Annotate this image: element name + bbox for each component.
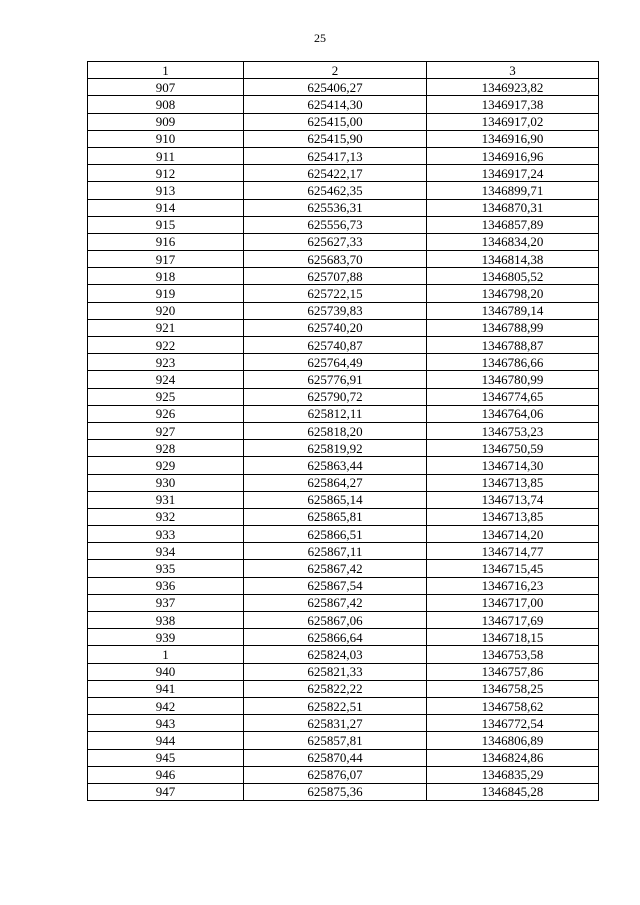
x-coordinate-cell: 625707,88: [244, 268, 427, 285]
x-coordinate-cell: 625863,44: [244, 457, 427, 474]
x-coordinate-cell: 625790,72: [244, 388, 427, 405]
x-coordinate-cell: 625867,54: [244, 577, 427, 594]
y-coordinate-cell: 1346718,15: [427, 629, 599, 646]
x-coordinate-cell: 625867,42: [244, 594, 427, 611]
point-number-cell: 929: [88, 457, 244, 474]
table-row: [88, 457, 599, 474]
x-coordinate-cell: 625722,15: [244, 285, 427, 302]
point-number-cell: 941: [88, 680, 244, 697]
y-coordinate-cell: 1346716,23: [427, 577, 599, 594]
y-coordinate-cell: 1346824,86: [427, 749, 599, 766]
x-coordinate-cell: 625867,06: [244, 612, 427, 629]
x-coordinate-cell: 625422,17: [244, 165, 427, 182]
y-coordinate-cell: 1346757,86: [427, 663, 599, 680]
table-row: [88, 79, 599, 96]
x-coordinate-cell: 625776,91: [244, 371, 427, 388]
x-coordinate-cell: 625876,07: [244, 766, 427, 783]
table-row: [88, 508, 599, 525]
point-number-cell: 940: [88, 663, 244, 680]
y-coordinate-cell: 1346764,06: [427, 405, 599, 422]
column-header-2: 2: [244, 62, 427, 79]
point-number-cell: 939: [88, 629, 244, 646]
point-number-cell: 923: [88, 354, 244, 371]
y-coordinate-cell: 1346917,38: [427, 96, 599, 113]
coordinates-table: [87, 61, 599, 801]
y-coordinate-cell: 1346917,24: [427, 165, 599, 182]
x-coordinate-cell: 625536,31: [244, 199, 427, 216]
point-number-cell: 917: [88, 251, 244, 268]
x-coordinate-cell: 625831,27: [244, 715, 427, 732]
x-coordinate-cell: 625740,87: [244, 337, 427, 354]
x-coordinate-cell: 625866,51: [244, 526, 427, 543]
table-row: [88, 251, 599, 268]
point-number-cell: 944: [88, 732, 244, 749]
table-row: [88, 182, 599, 199]
table-row: [88, 646, 599, 663]
point-number-cell: 914: [88, 199, 244, 216]
x-coordinate-cell: 625627,33: [244, 233, 427, 250]
table-row: [88, 491, 599, 508]
y-coordinate-cell: 1346917,02: [427, 113, 599, 130]
x-coordinate-cell: 625415,90: [244, 130, 427, 147]
y-coordinate-cell: 1346717,00: [427, 594, 599, 611]
table-header-row: [88, 62, 599, 79]
point-number-cell: 912: [88, 165, 244, 182]
x-coordinate-cell: 625866,64: [244, 629, 427, 646]
x-coordinate-cell: 625875,36: [244, 783, 427, 800]
x-coordinate-cell: 625857,81: [244, 732, 427, 749]
page-number: 25: [314, 31, 326, 45]
table-row: [88, 749, 599, 766]
point-number-cell: 930: [88, 474, 244, 491]
point-number-cell: 908: [88, 96, 244, 113]
table-row: [88, 440, 599, 457]
y-coordinate-cell: 1346916,90: [427, 130, 599, 147]
y-coordinate-cell: 1346788,99: [427, 319, 599, 336]
x-coordinate-cell: 625822,22: [244, 680, 427, 697]
x-coordinate-cell: 625406,27: [244, 79, 427, 96]
table-row: [88, 319, 599, 336]
y-coordinate-cell: 1346717,69: [427, 612, 599, 629]
point-number-cell: 946: [88, 766, 244, 783]
x-coordinate-cell: 625870,44: [244, 749, 427, 766]
point-number-cell: 921: [88, 319, 244, 336]
y-coordinate-cell: 1346916,96: [427, 147, 599, 164]
table-row: [88, 577, 599, 594]
x-coordinate-cell: 625683,70: [244, 251, 427, 268]
table-row: [88, 96, 599, 113]
x-coordinate-cell: 625867,11: [244, 543, 427, 560]
table-row: [88, 268, 599, 285]
x-coordinate-cell: 625417,13: [244, 147, 427, 164]
table-row: [88, 732, 599, 749]
point-number-cell: 932: [88, 508, 244, 525]
table-body: [88, 79, 599, 801]
table-row: [88, 388, 599, 405]
y-coordinate-cell: 1346713,85: [427, 508, 599, 525]
x-coordinate-cell: 625824,03: [244, 646, 427, 663]
table-row: [88, 405, 599, 422]
table-row: [88, 337, 599, 354]
point-number-cell: 936: [88, 577, 244, 594]
point-number-cell: 915: [88, 216, 244, 233]
table-row: [88, 474, 599, 491]
point-number-cell: 943: [88, 715, 244, 732]
x-coordinate-cell: 625740,20: [244, 319, 427, 336]
point-number-cell: 942: [88, 697, 244, 714]
point-number-cell: 910: [88, 130, 244, 147]
point-number-cell: 925: [88, 388, 244, 405]
x-coordinate-cell: 625415,00: [244, 113, 427, 130]
table-row: [88, 371, 599, 388]
table-row: [88, 113, 599, 130]
table-row: [88, 663, 599, 680]
table-row: [88, 233, 599, 250]
table-row: [88, 612, 599, 629]
point-number-cell: 907: [88, 79, 244, 96]
table-row: [88, 543, 599, 560]
x-coordinate-cell: 625462,35: [244, 182, 427, 199]
y-coordinate-cell: 1346714,77: [427, 543, 599, 560]
point-number-cell: 920: [88, 302, 244, 319]
table-row: [88, 147, 599, 164]
table-row: [88, 285, 599, 302]
point-number-cell: 945: [88, 749, 244, 766]
x-coordinate-cell: 625865,81: [244, 508, 427, 525]
table-row: [88, 715, 599, 732]
point-number-cell: 909: [88, 113, 244, 130]
y-coordinate-cell: 1346870,31: [427, 199, 599, 216]
x-coordinate-cell: 625867,42: [244, 560, 427, 577]
table-row: [88, 594, 599, 611]
table-row: [88, 783, 599, 800]
x-coordinate-cell: 625821,33: [244, 663, 427, 680]
point-number-cell: 928: [88, 440, 244, 457]
column-header-1: 1: [88, 62, 244, 79]
y-coordinate-cell: 1346798,20: [427, 285, 599, 302]
table-row: [88, 560, 599, 577]
x-coordinate-cell: 625865,14: [244, 491, 427, 508]
y-coordinate-cell: 1346714,20: [427, 526, 599, 543]
y-coordinate-cell: 1346806,89: [427, 732, 599, 749]
point-number-cell: 919: [88, 285, 244, 302]
point-number-cell: 918: [88, 268, 244, 285]
point-number-cell: 933: [88, 526, 244, 543]
y-coordinate-cell: 1346774,65: [427, 388, 599, 405]
table-row: [88, 766, 599, 783]
y-coordinate-cell: 1346713,74: [427, 491, 599, 508]
x-coordinate-cell: 625822,51: [244, 697, 427, 714]
table-row: [88, 680, 599, 697]
y-coordinate-cell: 1346857,89: [427, 216, 599, 233]
point-number-cell: 913: [88, 182, 244, 199]
table-row: [88, 199, 599, 216]
y-coordinate-cell: 1346780,99: [427, 371, 599, 388]
y-coordinate-cell: 1346714,30: [427, 457, 599, 474]
column-header-3: 3: [427, 62, 599, 79]
y-coordinate-cell: 1346750,59: [427, 440, 599, 457]
x-coordinate-cell: 625739,83: [244, 302, 427, 319]
y-coordinate-cell: 1346845,28: [427, 783, 599, 800]
table-row: [88, 526, 599, 543]
x-coordinate-cell: 625764,49: [244, 354, 427, 371]
point-number-cell: 927: [88, 422, 244, 439]
point-number-cell: 916: [88, 233, 244, 250]
y-coordinate-cell: 1346772,54: [427, 715, 599, 732]
table-row: [88, 302, 599, 319]
table-row: [88, 422, 599, 439]
y-coordinate-cell: 1346758,25: [427, 680, 599, 697]
point-number-cell: 938: [88, 612, 244, 629]
point-number-cell: 926: [88, 405, 244, 422]
y-coordinate-cell: 1346758,62: [427, 697, 599, 714]
x-coordinate-cell: 625812,11: [244, 405, 427, 422]
x-coordinate-cell: 625818,20: [244, 422, 427, 439]
y-coordinate-cell: 1346814,38: [427, 251, 599, 268]
table-row: [88, 130, 599, 147]
y-coordinate-cell: 1346834,20: [427, 233, 599, 250]
y-coordinate-cell: 1346805,52: [427, 268, 599, 285]
y-coordinate-cell: 1346899,71: [427, 182, 599, 199]
y-coordinate-cell: 1346923,82: [427, 79, 599, 96]
x-coordinate-cell: 625556,73: [244, 216, 427, 233]
table-row: [88, 354, 599, 371]
x-coordinate-cell: 625819,92: [244, 440, 427, 457]
y-coordinate-cell: 1346786,66: [427, 354, 599, 371]
y-coordinate-cell: 1346789,14: [427, 302, 599, 319]
x-coordinate-cell: 625414,30: [244, 96, 427, 113]
point-number-cell: 924: [88, 371, 244, 388]
point-number-cell: 1: [88, 646, 244, 663]
point-number-cell: 935: [88, 560, 244, 577]
table-row: [88, 216, 599, 233]
point-number-cell: 947: [88, 783, 244, 800]
y-coordinate-cell: 1346835,29: [427, 766, 599, 783]
y-coordinate-cell: 1346788,87: [427, 337, 599, 354]
x-coordinate-cell: 625864,27: [244, 474, 427, 491]
y-coordinate-cell: 1346715,45: [427, 560, 599, 577]
point-number-cell: 911: [88, 147, 244, 164]
table-row: [88, 697, 599, 714]
table-row: [88, 629, 599, 646]
y-coordinate-cell: 1346753,58: [427, 646, 599, 663]
y-coordinate-cell: 1346753,23: [427, 422, 599, 439]
point-number-cell: 937: [88, 594, 244, 611]
point-number-cell: 922: [88, 337, 244, 354]
y-coordinate-cell: 1346713,85: [427, 474, 599, 491]
point-number-cell: 931: [88, 491, 244, 508]
table-row: [88, 165, 599, 182]
point-number-cell: 934: [88, 543, 244, 560]
